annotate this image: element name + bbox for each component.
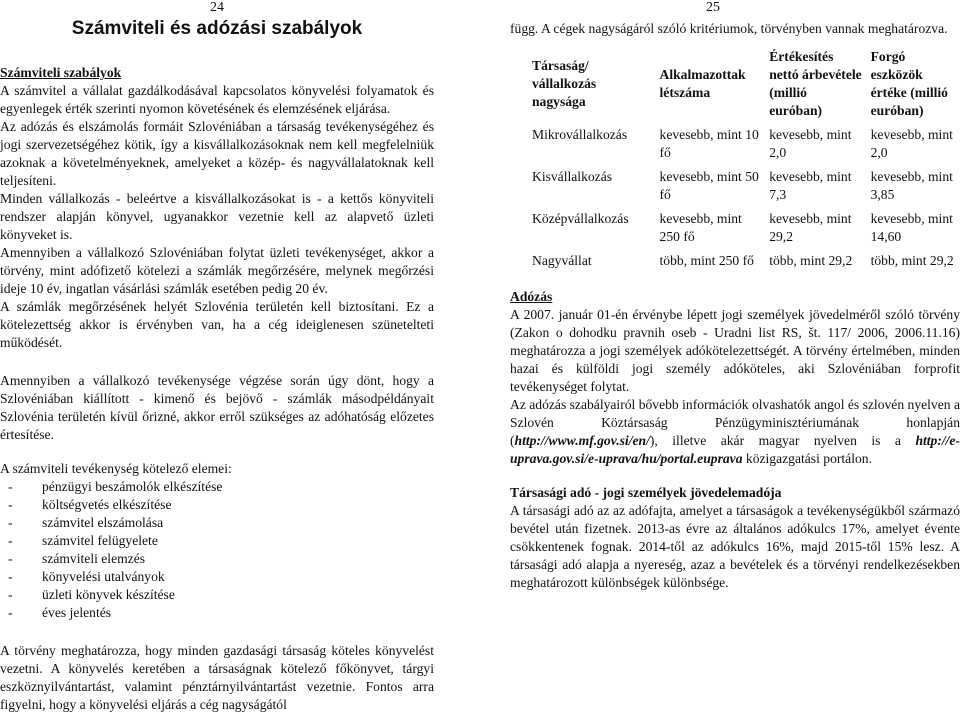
section-heading-tax: Adózás (510, 289, 553, 304)
table-cell: kevesebb, mint 250 fő (659, 211, 742, 244)
table-cell: több, mint 29,2 (870, 253, 954, 268)
left-page (0, 0, 434, 714)
list-item: - éves jelentés (8, 605, 112, 620)
table-header-row (528, 46, 960, 124)
paragraph: függ. A cégek nagyságáról szóló kritériumok, törvényben vannak meghatározva. (510, 21, 948, 36)
list-item: - számvitel felügyelete (8, 533, 158, 548)
table-cell: kevesebb, mint 50 fő (659, 169, 759, 202)
table-header: Alkalmazottak létszáma (659, 67, 746, 100)
table-cell: több, mint 250 fő (659, 253, 754, 268)
table-cell: Középvállalkozás (532, 211, 629, 226)
paragraph: A számlák megőrzésének helyét Szlovénia területén kell biztosítani. Ez a kötelezettség akkor is érvényben van, ha a cég ideiglenesen szünetelteti működését. (0, 299, 434, 350)
table-cell: kevesebb, mint 3,85 (870, 169, 953, 202)
e-uprava-link[interactable]: http://e-uprava.gov.si/e-uprava/hu/portal.euprava (510, 433, 960, 466)
paragraph: Minden vállalkozás - beleértve a kisvállalkozásokat is - a kettős könyviteli rendszer alapján könyvel, ugyanakkor vezetnie kell az alapvető üzleti könyveket is. (0, 191, 434, 242)
list-item: - számvitel elszámolása (8, 515, 164, 530)
page-number-left: 24 (210, 0, 224, 15)
table-cell: Nagyvállat (532, 253, 592, 268)
table-cell: Kisvállalkozás (532, 169, 613, 184)
paragraph: A társasági adó az az adófajta, amelyet a társaságok a tevékenységükből származó bevétel után fizetnek. 2013-as évre az általános adókulcs 17%, amelyet évente csökkentenek fognak. 2014-től az adókulcs 16%, majd 2015-től 15% lesz. A társasági adó alapja a nyereség, azaz a bevételek és a törvényi rendelkezésekben meghatározott különbségek különbsége. (510, 503, 960, 590)
list-item: - könyvelési utalványok (8, 569, 165, 584)
table-cell: kevesebb, mint 10 fő (659, 127, 759, 160)
list-item: - számviteli elemzés (8, 551, 146, 566)
paragraph: Az adózás és elszámolás formáit Szlovéniában a társaság tevékenységéhez és jogi szervezetségéhez kötik, így a kisvállalkozásoknak nem kell megfelelniük azoknak a követelményeknek, amelyeket a közép- és nagyvállalatoknak kell teljesíteni. (0, 119, 434, 188)
table-cell: kevesebb, mint 2,0 (769, 127, 852, 160)
paragraph: Az adózás szabályairól bővebb információk olvashatók angol és szlovén nyelven a Szlovén Köztársaság Pénzügyminisztériumának honlapján (http://www.mf.gov.si/en/), illetve akár magyar nyelven is a http://e-uprava.gov.si/e-uprava/hu/portal.euprava közigazgatási portálon. (510, 397, 960, 466)
table-row (528, 124, 960, 166)
list-item: - költségvetés elkészítése (8, 497, 172, 512)
ministry-link[interactable]: http://www.mf.gov.si/en/ (514, 433, 650, 448)
table-cell: Mikrovállalkozás (532, 127, 628, 142)
page-number-right: 25 (706, 0, 720, 15)
section-heading-accounting: Számviteli szabályok (0, 65, 122, 80)
section-heading-corporate-tax: Társasági adó - jogi személyek jövedelemadója (510, 485, 782, 500)
table-cell: kevesebb, mint 29,2 (769, 211, 852, 244)
list-intro: A számviteli tevékenység kötelező elemei: (0, 461, 232, 476)
paragraph: Amennyiben a vállalkozó tevékenysége végzése során úgy dönt, hogy a Szlovéniában kiállított - kimenő és bejövő - számlák másodpéldányait Szlovénia területén kívül őrizné, akkor erről szükséges az adóhatóság előzetes értesítése. (0, 373, 434, 442)
table-row (528, 208, 960, 250)
page-title: Számviteli és adózási szabályok (71, 18, 363, 39)
paragraph: A 2007. január 01-én érvénybe lépett jogi személyek jövedelméről szóló törvény (Zakon o dohodku pravnih oseb - Uradni list RS, št. 117/ 2006, 2006.11.16) meghatározza a jogi személyek adókötelezettségét. A törvény értelmében, minden hazai és külföldi jogi személy adóköteles, aki Szlovéniában forprofit tevékenységet folytat. (510, 307, 960, 394)
paragraph: Amennyiben a vállalkozó Szlovéniában folytat üzleti tevékenységet, akkor a törvény, mint adófizető kötelezi a számlák megőrzésére, melynek megőrzési ideje 10 év, ingatlan vásárlási számlák esetében pedig 20 év. (0, 245, 434, 296)
table-row (528, 166, 960, 208)
list-item: - üzleti könyvek készítése (8, 587, 175, 602)
list-item: - pénzügyi beszámolók elkészítése (8, 479, 223, 494)
table-header: Forgó eszközök értéke (millió euróban) (870, 49, 948, 118)
required-elements-list (0, 478, 434, 622)
table-cell: kevesebb, mint 14,60 (870, 211, 953, 244)
table-header: Értékesítés nettó árbevétele (millió euróban) (769, 49, 862, 118)
paragraph: A számvitel a vállalat gazdálkodásával kapcsolatos könyvelési folyamatok és egyenlegek érték szerinti nyomon követésének és elemzésének eljárása. (0, 83, 434, 116)
company-size-table (528, 46, 960, 274)
right-page (510, 0, 960, 592)
table-cell: kevesebb, mint 7,3 (769, 169, 852, 202)
table-cell: kevesebb, mint 2,0 (870, 127, 953, 160)
table-cell: több, mint 29,2 (769, 253, 853, 268)
table-header: Társaság/ vállalkozás nagysága (532, 58, 597, 109)
paragraph: A törvény meghatározza, hogy minden gazdasági társaság köteles könyvelést vezetni. A könyvelés keretében a társaságnak kötelező főkönyvet, tárgyi eszköznyilvántartást, valamint pénztárnyilvántartást vezetnie. Fontos arra figyelni, hogy a könyvelési eljárás a cég nagyságától (0, 643, 434, 712)
table-row (528, 250, 960, 274)
